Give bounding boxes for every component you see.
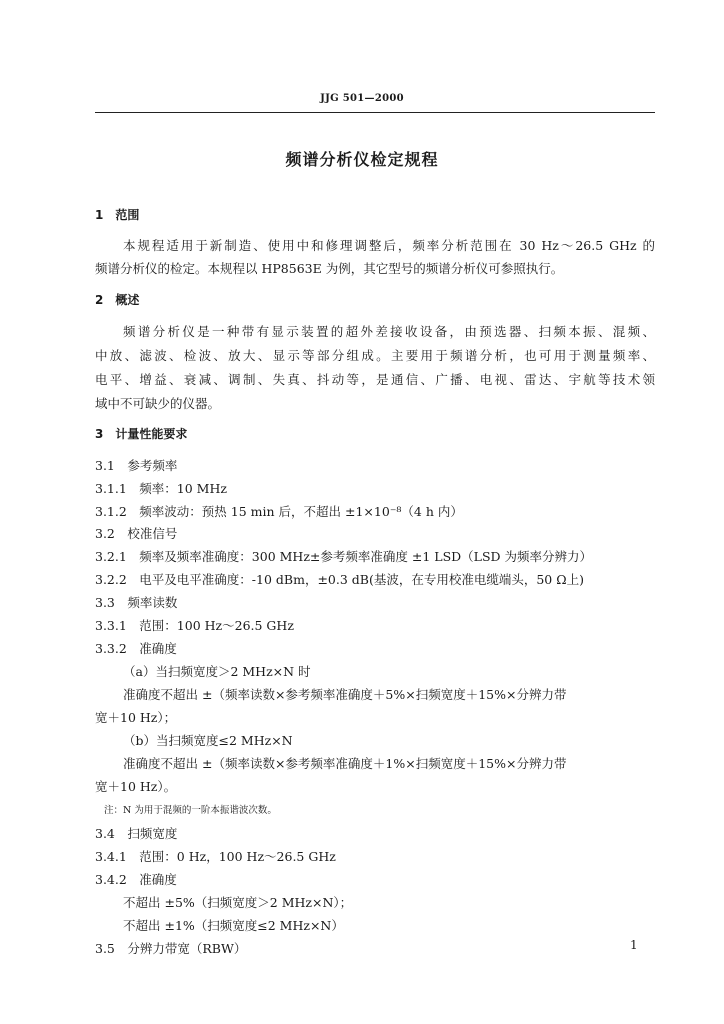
clause-line: （b）当扫频宽度≤2 MHz×N xyxy=(123,733,293,748)
clause-line: 3.4.1 范围：0 Hz，100 Hz～26.5 GHz xyxy=(95,849,336,864)
clause-line: 3.3.1 范围：100 Hz～26.5 GHz xyxy=(95,618,294,633)
clause-line: 3.3.2 准确度 xyxy=(95,641,177,656)
clause-line: 准确度不超出 ±（频率读数×参考频率准确度＋1%×扫频宽度＋15%×分辨力带 xyxy=(123,756,567,771)
header-rule xyxy=(95,112,655,113)
clause-line: 准确度不超出 ±（频率读数×参考频率准确度＋5%×扫频宽度＋15%×分辨力带 xyxy=(123,687,567,702)
clause-line: 3.2 校准信号 xyxy=(95,526,178,541)
clause-line: （a）当扫频宽度＞2 MHz×N 时 xyxy=(123,664,311,679)
note-line: 注：N 为用于混频的一阶本振谐波次数。 xyxy=(104,805,277,816)
clause-line: 3.5 分辨力带宽（RBW） xyxy=(95,941,247,956)
section-heading: 1 范围 xyxy=(95,208,140,222)
clause-line: 3.1 参考频率 xyxy=(95,458,178,473)
clause-line: 3.2.1 频率及频率准确度：300 MHz±参考频率准确度 ±1 LSD（LSD 为频率分辨力） xyxy=(95,549,593,564)
clause-line: 3.1.2 频率波动：预热 15 min 后，不超出 ±1×10⁻⁸（4 h 内） xyxy=(95,504,463,519)
paragraph-line: 频谱分析仪的检定。本规程以 HP8563E 为例，其它型号的频谱分析仪可参照执行。 xyxy=(95,261,564,276)
clause-line: 宽＋10 Hz）； xyxy=(95,710,177,725)
document-title: 频谱分析仪检定规程 xyxy=(285,150,439,169)
section-heading: 2 概述 xyxy=(95,293,140,307)
clause-line: 3.4 扫频宽度 xyxy=(95,826,178,841)
paragraph-line: 中放、滤波、检波、放大、显示等部分组成。主要用于频谱分析，也可用于测量频率、 xyxy=(95,348,655,363)
paragraph-line: 电平、增益、衰减、调制、失真、抖动等，是通信、广播、电视、雷达、宇航等技术领 xyxy=(95,372,655,387)
clause-line: 宽＋10 Hz）。 xyxy=(95,779,177,794)
paragraph-line: 本规程适用于新制造、使用中和修理调整后，频率分析范围在 30 Hz～26.5 GHz 的 xyxy=(123,238,655,253)
clause-line: 3.1.1 频率：10 MHz xyxy=(95,481,227,496)
paragraph-line: 域中不可缺少的仪器。 xyxy=(95,396,221,411)
paragraph-line: 频谱分析仪是一种带有显示装置的超外差接收设备，由预选器、扫频本振、混频、 xyxy=(123,324,655,339)
clause-line: 不超出 ±5%（扫频宽度＞2 MHz×N）； xyxy=(123,895,353,910)
page-number: 1 xyxy=(630,938,638,952)
clause-line: 3.2.2 电平及电平准确度：-10 dBm，±0.3 dB(基波，在专用校准电缆端头，50 Ω上) xyxy=(95,572,584,587)
clause-line: 3.3 频率读数 xyxy=(95,595,178,610)
section-heading: 3 计量性能要求 xyxy=(95,427,188,441)
clause-line: 不超出 ±1%（扫频宽度≤2 MHz×N） xyxy=(123,918,344,933)
standard-code-header: JJG 501—2000 xyxy=(320,93,404,104)
clause-line: 3.4.2 准确度 xyxy=(95,872,177,887)
